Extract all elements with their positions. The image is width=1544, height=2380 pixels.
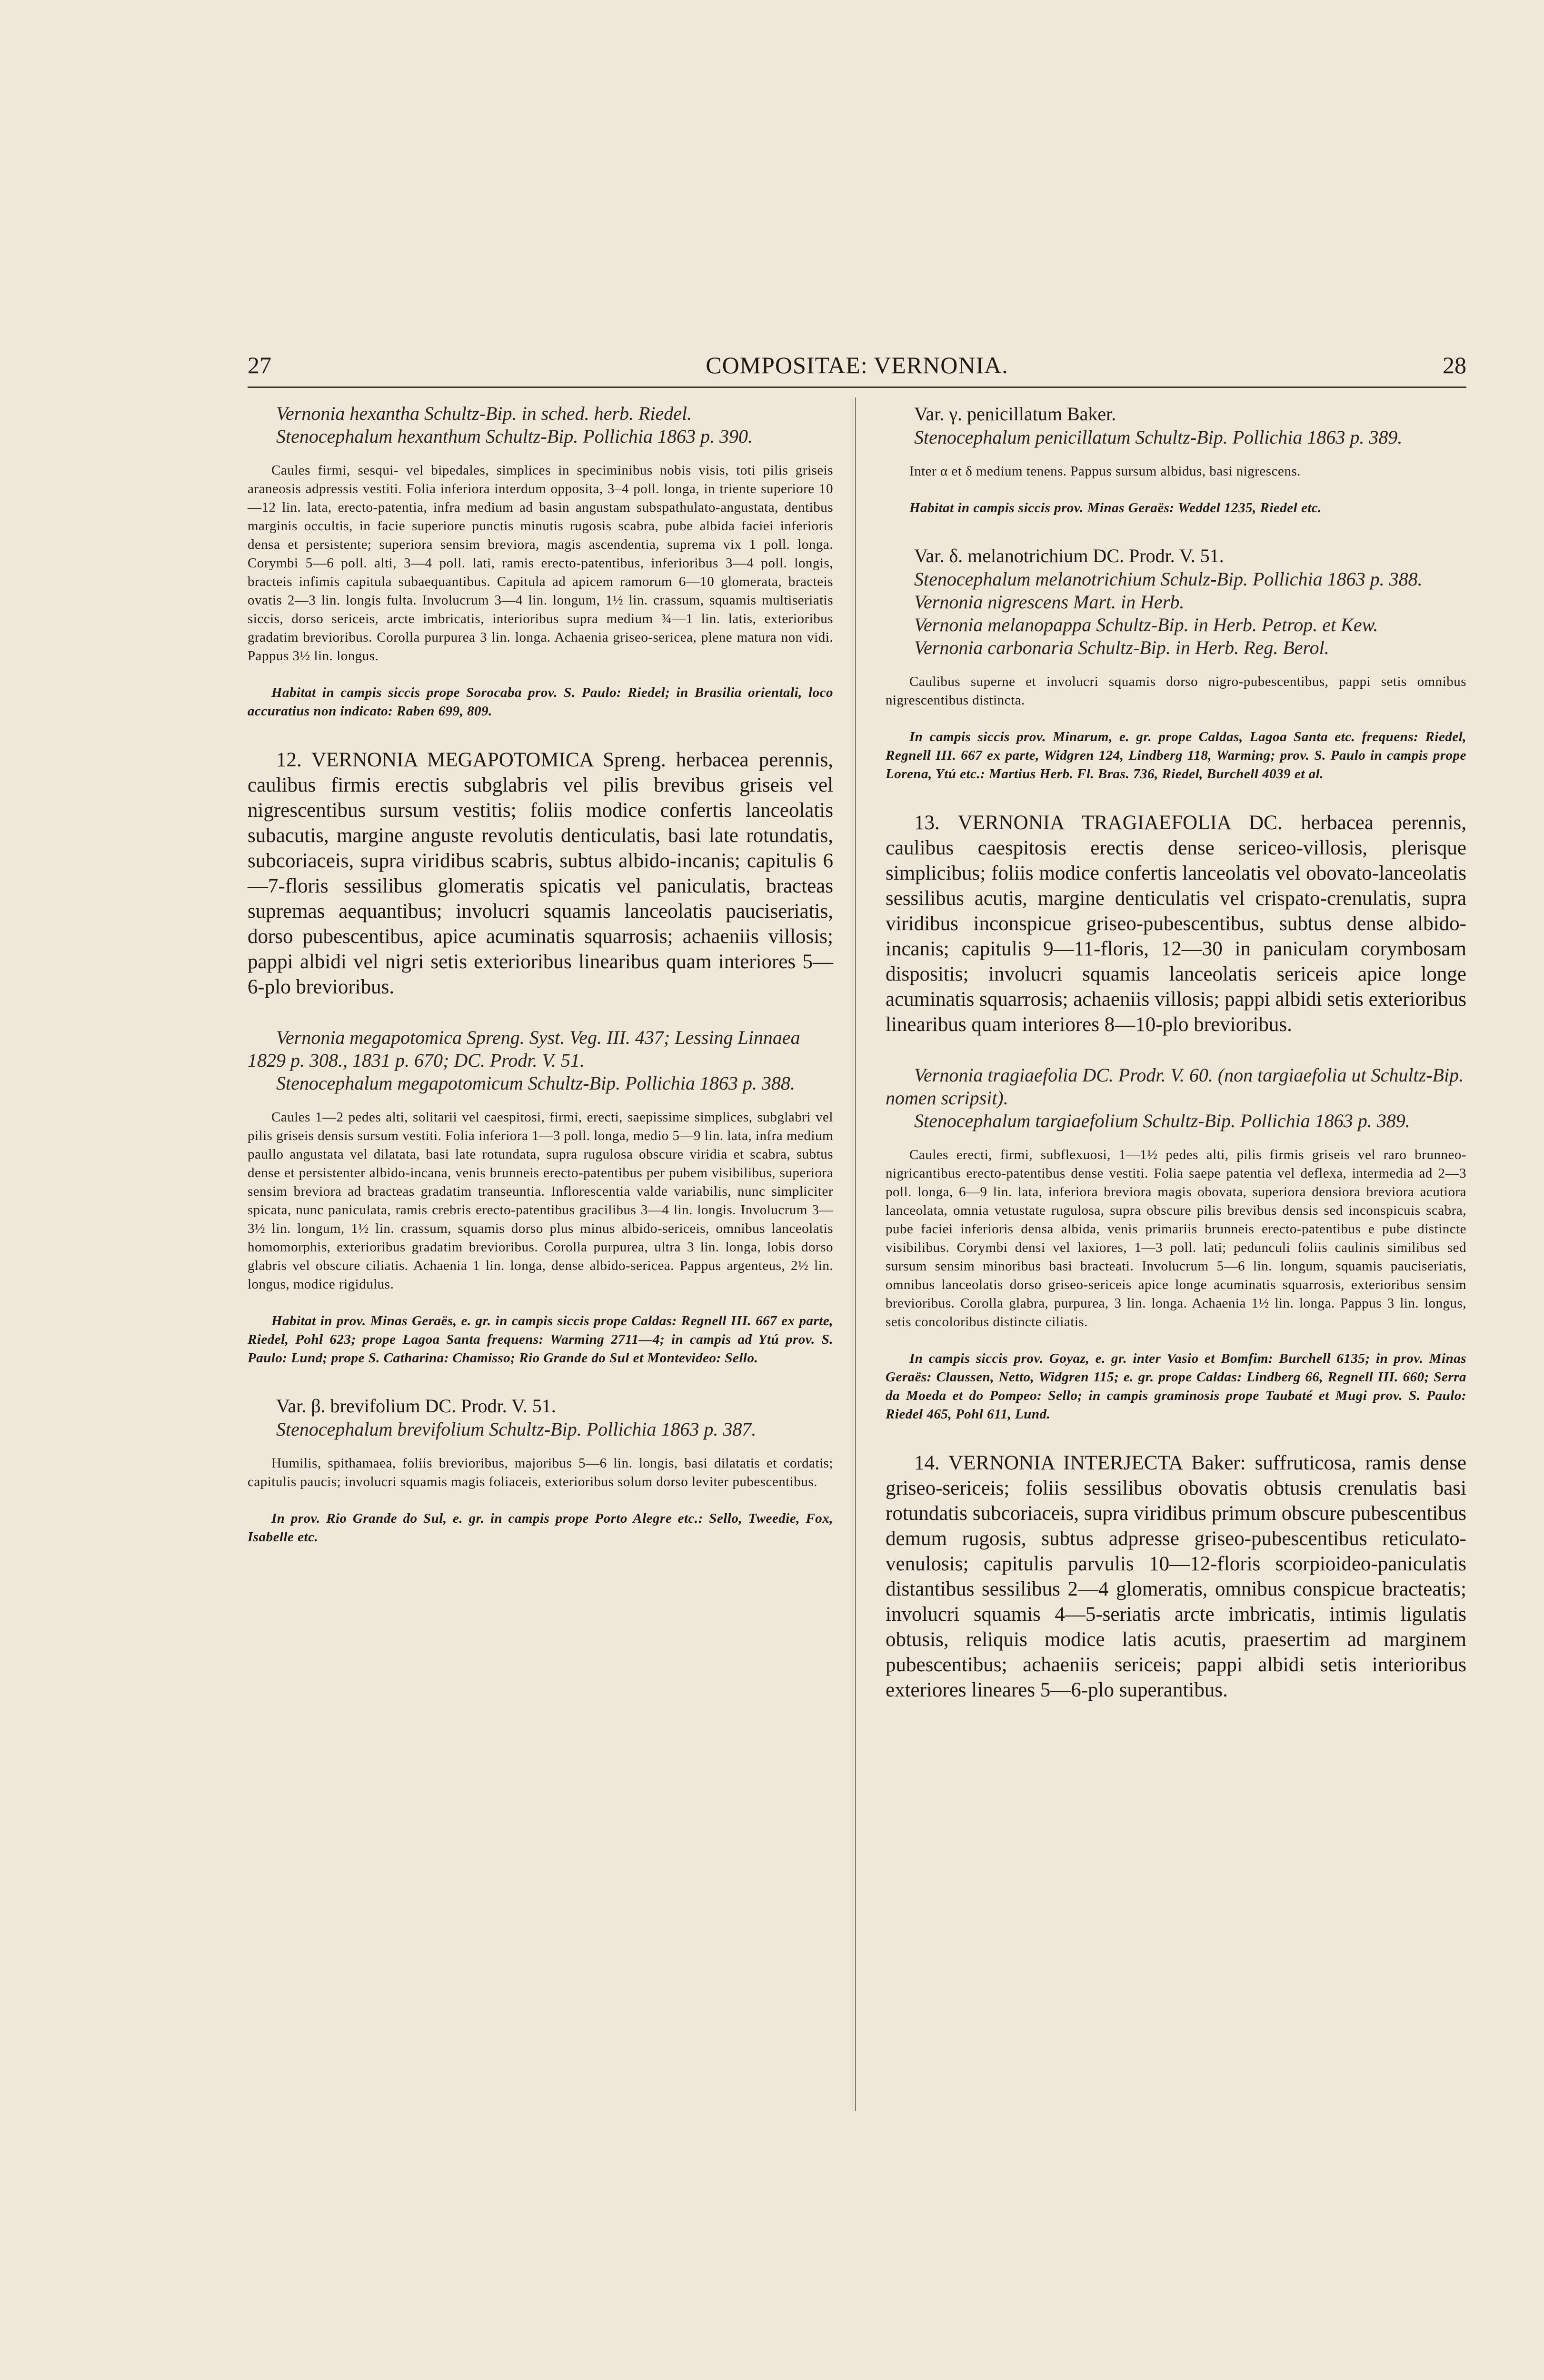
synonym: Vernonia carbonaria Schultz-Bip. in Herb. Reg. Berol.	[914, 637, 1329, 658]
synonym: Vernonia megapotomica Spreng. Syst. Veg. III. 437; Lessing Linnaea 1829 p. 308., 1831 p. 670; DC. Prodr. V. 51.	[248, 1027, 800, 1071]
description-paragraph: Caulibus superne et involucri squamis dorso nigro-pubescentibus, pappi setis omnibus nigrescentibus distincta.	[886, 674, 1466, 708]
synonym: Stenocephalum targiaefolium Schultz-Bip. Pollichia 1863 p. 389.	[914, 1110, 1410, 1131]
synonym: Vernonia melanopappa Schultz-Bip. in Herb. Petrop. et Kew.	[914, 614, 1378, 635]
synonym: Vernonia hexantha Schultz-Bip. in sched. herb. Riedel.	[276, 403, 692, 424]
header-rule	[248, 387, 1466, 388]
synonym: Stenocephalum brevifolium Schultz-Bip. Pollichia 1863 p. 387.	[276, 1418, 757, 1440]
variety-heading: Var. δ. melanotrichium DC. Prodr. V. 51.	[914, 545, 1224, 566]
description-paragraph: Caules 1—2 pedes alti, solitarii vel caespitosi, firmi, erecti, saepissime simplices, subglabri vel pilis griseis densis sursum vestiti. Folia inferiora 1—3 poll. longa, medio 5—9 lin. lata, infra medium paullo angustata vel dilatata, basi late rotundata, supra rugulosa obscure viridia et scabra, subtus dense et persistenter albido-incana, venis brunneis erecto-patentibus per pubem visibilibus, superiora sensim breviora ad bracteas gradatim transeuntia. Inflorescentia valde variabilis, nunc simpliciter spicata, nunc paniculata, ramis crebris erecto-patentibus gracilibus 3—4 lin. longis. Involucrum 3—3½ lin. longum, 1½ lin. crassum, squamis dorso plus minus albido-sericeis, omnibus lanceolatis homomorphis, exterioribus gradatim brevioribus. Corolla purpurea, ultra 3 lin. longa, lobis dorso glabris vel obscure ciliatis. Achaenia 1 lin. longa, dense albido-sericea. Pappus argenteus, 2½ lin. longus, modice rigidulus.	[248, 1110, 833, 1292]
habitat-paragraph: In campis siccis prov. Goyaz, e. gr. inter Vasio et Bomfim: Burchell 6135; in prov. Minas Geraës: Claussen, Netto, Widgren 115; e. gr. prope Caldas: Lindberg 66, Regnell III. 660; Serra da Moeda et do Pompeo: Sello; in campis graminosis prope Taubaté et Mugi prov. S. Paulo: Riedel 465, Pohl 611, Lund.	[886, 1351, 1466, 1422]
description-paragraph: Humilis, spithamaea, foliis brevioribus, majoribus 5—6 lin. longis, basi dilatatis et cordatis; capitulis paucis; involucri squamis magis foliaceis, exterioribus solum dorso leviter pubescentibus.	[248, 1456, 833, 1489]
synonym: Stenocephalum megapotomicum Schultz-Bip. Pollichia 1863 p. 388.	[276, 1072, 795, 1094]
synonym: Stenocephalum hexanthum Schultz-Bip. Pollichia 1863 p. 390.	[276, 426, 753, 447]
description-paragraph: Caules firmi, sesqui- vel bipedales, simplices in speciminibus nobis visis, toti pilis griseis araneosis adpressis vestiti. Folia inferiora interdum opposita, 3–4 poll. longa, in triente superiore 10—12 lin. lata, erecto-patentia, infra medium ad basin angustam subspathulato-angustata, dentibus marginis occultis, in facie superiore punctis minutis rugosis scabra, pube albida faciei inferioris densa et persistente; superiora sensim breviora, magis ascendentia, suprema vix 1 poll. longa. Corymbi 5—6 poll. alti, 3—4 poll. lati, ramis erecto-patentibus, inferioribus 3—4 poll. longis, bracteis infimis capitula subaequantibus. Capitula ad apicem ramorum 6—10 glomerata, bracteis ovatis 2—3 lin. longis fulta. Involucrum 3—4 lin. longum, 1½ lin. crassum, squamis multiseriatis siccis, dorso sericeis, arcte imbricatis, interioribus supra medium ¾—1 lin. latis, exterioribus gradatim brevioribus. Corolla purpurea 3 lin. longa. Achaenia griseo-sericea, plene matura non vidi. Pappus 3½ lin. longus.	[248, 463, 833, 664]
habitat-paragraph: Habitat in campis siccis prov. Minas Geraës: Weddel 1235, Riedel etc.	[909, 500, 1322, 516]
habitat-paragraph: Habitat in prov. Minas Geraës, e. gr. in campis siccis prope Caldas: Regnell III. 667 ex parte, Riedel, Pohl 623; prope Lagoa Santa frequens: Warming 2711—4; in campis ad Ytú prov. S. Paulo: Lund; prope S. Catharina: Chamisso; Rio Grande do Sul et Montevideo: Sello.	[248, 1313, 833, 1366]
habitat-paragraph: In prov. Rio Grande do Sul, e. gr. in campis prope Porto Alegre etc.: Sello, Tweedie, Fox, Isabelle etc.	[248, 1511, 833, 1545]
synonym: Stenocephalum penicillatum Schultz-Bip. Pollichia 1863 p. 389.	[914, 426, 1403, 448]
synonym: Vernonia tragiaefolia DC. Prodr. V. 60. (non targiaefolia ut Schultz-Bip. nomen scripsit).	[886, 1064, 1464, 1109]
habitat-paragraph: Habitat in campis siccis prope Sorocaba prov. S. Paulo: Riedel; in Brasilia orientali, loco accuratius non indicato: Raben 699, 809.	[248, 685, 833, 719]
synonym: Vernonia nigrescens Mart. in Herb.	[914, 591, 1185, 613]
page-number-left: 27	[248, 352, 271, 378]
left-column	[248, 402, 833, 1547]
page-header	[248, 351, 1466, 389]
running-title: COMPOSITAE: VERNONIA.	[706, 352, 1008, 378]
species-diagnosis-14: 14. VERNONIA INTERJECTA Baker: suffruticosa, ramis dense griseo-sericeis; foliis sessilibus obovatis obtusis crenulatis basi rotundatis subcoriaceis, supra viridibus primum obscure pubescentibus demum rugosis, subtus adpresse griseo-pubescentibus reticulato-venulosis; capitulis parvulis 10—12-floris scorpioideo-paniculatis distantibus sessilibus 2—4 glomeratis, omnibus conspicue bracteatis; involucri squamis 4—5-seriatis arcte imbricatis, intimis ligulatis obtusis, reliquis modice latis acutis, praesertim ad marginem pubescentibus; achaeniis sericeis; pappi albidi setis interioribus exteriores lineares 5—6-plo superantibus.	[886, 1452, 1466, 1701]
synonym: Stenocephalum melanotrichium Schulz-Bip. Pollichia 1863 p. 388.	[914, 568, 1423, 590]
right-column	[886, 402, 1466, 1703]
variety-heading: Var. γ. penicillatum Baker.	[914, 403, 1116, 425]
species-diagnosis-13: 13. VERNONIA TRAGIAEFOLIA DC. herbacea perennis, caulibus caespitosis erectis dense sericeo-villosis, plerisque simplicibus; foliis modice confertis lanceolatis vel obovato-lanceolatis sessilibus acutis, margine denticulatis vel crispato-crenulatis, supra viridibus inconspicue griseo-pubescentibus, subtus dense albido-incanis; capitulis 9—11-floris, 12—30 in paniculam corymbosam dispositis; involucri squamis lanceolatis sericeis apice longe acuminatis squarrosis; achaeniis villosis; pappi albidi setis exterioribus linearibus quam interiores 8—10-plo brevioribus.	[886, 812, 1466, 1036]
description-paragraph: Caules erecti, firmi, subflexuosi, 1—1½ pedes alti, pilis firmis griseis vel raro brunneo-nigricantibus erecto-patentibus dense vestiti. Folia saepe patentia vel deflexa, intermedia ad 2—3 poll. longa, 6—9 lin. lata, inferiora breviora magis obovata, superiora densiora breviora acutiora lanceolata, omnia vetustate rugulosa, supra obscure pilis brevibus densis sed inconspicuis scabra, pube faciei inferioris densa albida, venis primariis brunneis erecto-patentibus e pube distincte visibilibus. Corymbi densi vel laxiores, 1—3 poll. lati; pedunculi foliis caulinis similibus sed sursum sensim minoribus basi bracteati. Involucrum 5—6 lin. longum, squamis pauciseriatis, omnibus lanceolatis dorso griseo-sericeis apice longe acuminatis squarrosis, exterioribus sensim brevioribus. Corolla glabra, purpurea, 3 lin. longa. Achaenia 1½ lin. longa. Pappus 3 lin. longus, setis concoloribus distincte ciliatis.	[886, 1147, 1466, 1329]
page-number-right: 28	[1443, 352, 1466, 378]
habitat-paragraph: In campis siccis prov. Minarum, e. gr. prope Caldas, Lagoa Santa etc. frequens: Riedel, Regnell III. 667 ex parte, Widgren 124, Lindberg 118, Warming; prov. S. Paulo in campis prope Lorena, Ytú etc.: Martius Herb. Fl. Bras. 736, Riedel, Burchell 4039 et al.	[886, 729, 1466, 782]
column-divider	[852, 397, 856, 2111]
species-diagnosis-12: 12. VERNONIA MEGAPOTOMICA Spreng. herbacea perennis, caulibus firmis erectis subglabris vel pilis brevibus griseis vel nigrescentibus sursum vestitis; foliis modice confertis lanceolatis subacutis, margine anguste revolutis denticulatis, basi late rotundatis, subcoriaceis, supra viridibus scabris, subtus albido-incanis; capitulis 6—7-floris sessilibus glomeratis spicatis vel paniculatis, bracteas supremas aequantibus; involucri squamis lanceolatis pauciseriatis, dorso pubescentibus, apice acuminatis squarrosis; achaeniis villosis; pappi albidi vel nigri setis exterioribus linearibus quam interiores 5—6-plo brevioribus.	[248, 749, 833, 998]
variety-heading: Var. β. brevifolium DC. Prodr. V. 51.	[276, 1395, 556, 1417]
description-paragraph: Inter α et δ medium tenens. Pappus sursum albidus, basi nigrescens.	[909, 464, 1301, 479]
